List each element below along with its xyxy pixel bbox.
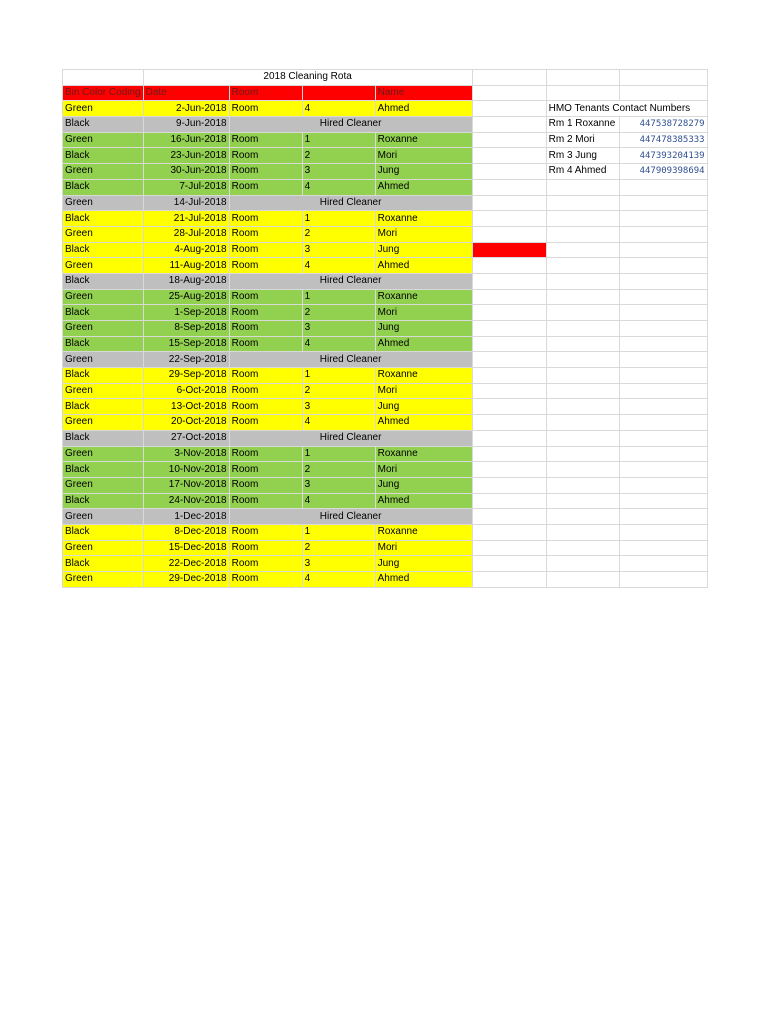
room-number-cell[interactable]: 2 bbox=[302, 226, 375, 242]
room-label-cell[interactable]: Room bbox=[229, 399, 302, 415]
bin-color-cell[interactable]: Green bbox=[63, 321, 144, 337]
tenant-name-cell[interactable]: Jung bbox=[375, 321, 472, 337]
room-number-cell[interactable]: 1 bbox=[302, 524, 375, 540]
bin-color-cell[interactable]: Green bbox=[63, 132, 144, 148]
room-number-cell[interactable]: 4 bbox=[302, 336, 375, 352]
date-cell[interactable]: 27-Oct-2018 bbox=[143, 430, 229, 446]
cell[interactable] bbox=[619, 179, 707, 195]
cell[interactable] bbox=[546, 477, 619, 493]
bin-color-cell[interactable]: Black bbox=[63, 399, 144, 415]
tenant-name-cell[interactable]: Ahmed bbox=[375, 101, 472, 117]
rota-row bbox=[63, 321, 708, 337]
date-cell[interactable]: 8-Dec-2018 bbox=[143, 524, 229, 540]
date-cell[interactable]: 29-Dec-2018 bbox=[143, 572, 229, 588]
hired-cleaner-cell[interactable]: Hired Cleaner bbox=[229, 273, 472, 289]
cell[interactable] bbox=[619, 509, 707, 525]
bin-color-cell[interactable]: Green bbox=[63, 101, 144, 117]
cell[interactable] bbox=[619, 226, 707, 242]
rota-row bbox=[63, 132, 708, 148]
tenant-name-cell[interactable]: Roxanne bbox=[375, 368, 472, 384]
room-number-cell[interactable]: 1 bbox=[302, 289, 375, 305]
cell[interactable] bbox=[619, 368, 707, 384]
bin-color-cell[interactable]: Black bbox=[63, 117, 144, 133]
cell[interactable] bbox=[472, 211, 546, 227]
cell[interactable] bbox=[546, 446, 619, 462]
cell[interactable] bbox=[619, 477, 707, 493]
date-cell[interactable]: 11-Aug-2018 bbox=[143, 258, 229, 274]
bin-color-cell[interactable]: Green bbox=[63, 258, 144, 274]
date-cell[interactable]: 20-Oct-2018 bbox=[143, 415, 229, 431]
rota-row bbox=[63, 289, 708, 305]
contacts-title[interactable]: HMO Tenants Contact Numbers bbox=[546, 101, 707, 117]
cell[interactable] bbox=[546, 430, 619, 446]
rota-row bbox=[63, 430, 708, 446]
cell[interactable] bbox=[619, 336, 707, 352]
room-label-cell[interactable]: Room bbox=[229, 148, 302, 164]
contact-phone[interactable]: 447538728279 bbox=[619, 117, 707, 133]
room-label-cell[interactable]: Room bbox=[229, 164, 302, 180]
bin-color-cell[interactable]: Green bbox=[63, 164, 144, 180]
cell[interactable] bbox=[472, 540, 546, 556]
rota-row bbox=[63, 572, 708, 588]
cell[interactable] bbox=[619, 383, 707, 399]
room-number-cell[interactable]: 1 bbox=[302, 132, 375, 148]
room-label-cell[interactable]: Room bbox=[229, 242, 302, 258]
date-cell[interactable]: 17-Nov-2018 bbox=[143, 477, 229, 493]
cell[interactable] bbox=[546, 305, 619, 321]
cell[interactable] bbox=[546, 336, 619, 352]
room-label-cell[interactable]: Room bbox=[229, 368, 302, 384]
rota-row bbox=[63, 477, 708, 493]
cell[interactable] bbox=[546, 179, 619, 195]
tenant-name-cell[interactable]: Mori bbox=[375, 383, 472, 399]
date-cell[interactable]: 13-Oct-2018 bbox=[143, 399, 229, 415]
bin-color-cell[interactable]: Green bbox=[63, 477, 144, 493]
room-number-cell[interactable]: 3 bbox=[302, 556, 375, 572]
cell[interactable] bbox=[472, 524, 546, 540]
tenant-name-cell[interactable]: Mori bbox=[375, 148, 472, 164]
room-number-cell[interactable]: 3 bbox=[302, 477, 375, 493]
date-cell[interactable]: 29-Sep-2018 bbox=[143, 368, 229, 384]
tenant-name-cell[interactable]: Jung bbox=[375, 164, 472, 180]
room-label-cell[interactable]: Room bbox=[229, 415, 302, 431]
room-number-cell[interactable]: 2 bbox=[302, 383, 375, 399]
rota-row bbox=[63, 179, 708, 195]
tenant-name-cell[interactable]: Mori bbox=[375, 226, 472, 242]
cell[interactable] bbox=[546, 383, 619, 399]
tenant-name-cell[interactable]: Roxanne bbox=[375, 211, 472, 227]
cell[interactable] bbox=[472, 132, 546, 148]
room-label-cell[interactable]: Room bbox=[229, 258, 302, 274]
cell[interactable] bbox=[546, 289, 619, 305]
cell[interactable] bbox=[472, 148, 546, 164]
date-cell[interactable]: 18-Aug-2018 bbox=[143, 273, 229, 289]
cell[interactable] bbox=[546, 321, 619, 337]
cell[interactable] bbox=[619, 415, 707, 431]
cell[interactable] bbox=[619, 540, 707, 556]
rota-row bbox=[63, 305, 708, 321]
room-number-cell[interactable]: 2 bbox=[302, 148, 375, 164]
cell[interactable] bbox=[619, 399, 707, 415]
cell[interactable] bbox=[619, 70, 707, 86]
bin-color-cell[interactable]: Black bbox=[63, 556, 144, 572]
cell[interactable] bbox=[472, 415, 546, 431]
cell[interactable] bbox=[546, 524, 619, 540]
cell[interactable] bbox=[619, 273, 707, 289]
cell[interactable] bbox=[546, 399, 619, 415]
cleaning-rota-table bbox=[62, 69, 708, 588]
date-cell[interactable]: 28-Jul-2018 bbox=[143, 226, 229, 242]
room-number-cell[interactable]: 1 bbox=[302, 368, 375, 384]
sheet-title[interactable]: 2018 Cleaning Rota bbox=[143, 70, 472, 86]
bin-color-cell[interactable]: Black bbox=[63, 430, 144, 446]
date-cell[interactable]: 23-Jun-2018 bbox=[143, 148, 229, 164]
rota-row bbox=[63, 556, 708, 572]
hired-cleaner-cell[interactable]: Hired Cleaner bbox=[229, 352, 472, 368]
room-number-cell[interactable]: 3 bbox=[302, 164, 375, 180]
tenant-name-cell[interactable]: Roxanne bbox=[375, 289, 472, 305]
rota-row bbox=[63, 462, 708, 478]
cell[interactable] bbox=[546, 70, 619, 86]
cell[interactable] bbox=[63, 70, 144, 86]
date-cell[interactable]: 16-Jun-2018 bbox=[143, 132, 229, 148]
cell[interactable] bbox=[546, 368, 619, 384]
cell[interactable] bbox=[619, 572, 707, 588]
bin-color-cell[interactable]: Black bbox=[63, 305, 144, 321]
tenant-name-cell[interactable]: Ahmed bbox=[375, 493, 472, 509]
tenant-name-cell[interactable]: Jung bbox=[375, 242, 472, 258]
tenant-name-cell[interactable]: Ahmed bbox=[375, 336, 472, 352]
rota-row bbox=[63, 509, 708, 525]
room-number-cell[interactable]: 4 bbox=[302, 493, 375, 509]
date-cell[interactable]: 9-Jun-2018 bbox=[143, 117, 229, 133]
room-number-cell[interactable]: 4 bbox=[302, 179, 375, 195]
cell[interactable] bbox=[546, 540, 619, 556]
cell[interactable] bbox=[546, 352, 619, 368]
room-label-cell[interactable]: Room bbox=[229, 446, 302, 462]
contact-label[interactable]: Rm 3 Jung bbox=[546, 148, 619, 164]
cell[interactable] bbox=[472, 352, 546, 368]
date-cell[interactable]: 2-Jun-2018 bbox=[143, 101, 229, 117]
date-cell[interactable]: 3-Nov-2018 bbox=[143, 446, 229, 462]
cell[interactable] bbox=[619, 258, 707, 274]
cell[interactable] bbox=[619, 321, 707, 337]
cell[interactable] bbox=[472, 383, 546, 399]
hired-cleaner-cell[interactable]: Hired Cleaner bbox=[229, 430, 472, 446]
cell[interactable] bbox=[546, 211, 619, 227]
date-cell[interactable]: 15-Sep-2018 bbox=[143, 336, 229, 352]
cell[interactable] bbox=[472, 462, 546, 478]
room-number-cell[interactable]: 4 bbox=[302, 101, 375, 117]
rota-row bbox=[63, 273, 708, 289]
cell[interactable] bbox=[619, 195, 707, 211]
date-cell[interactable]: 14-Jul-2018 bbox=[143, 195, 229, 211]
room-label-cell[interactable]: Room bbox=[229, 462, 302, 478]
cell[interactable] bbox=[472, 430, 546, 446]
room-label-cell[interactable]: Room bbox=[229, 305, 302, 321]
cell[interactable] bbox=[472, 101, 546, 117]
room-label-cell[interactable]: Room bbox=[229, 383, 302, 399]
room-label-cell[interactable]: Room bbox=[229, 572, 302, 588]
contact-label[interactable]: Rm 1 Roxanne bbox=[546, 117, 619, 133]
bin-color-cell[interactable]: Black bbox=[63, 336, 144, 352]
cell[interactable] bbox=[472, 509, 546, 525]
cell[interactable] bbox=[472, 368, 546, 384]
room-number-cell[interactable]: 3 bbox=[302, 399, 375, 415]
header-room-number[interactable] bbox=[302, 85, 375, 101]
cell[interactable] bbox=[619, 493, 707, 509]
bin-color-cell[interactable]: Green bbox=[63, 195, 144, 211]
hired-cleaner-cell[interactable]: Hired Cleaner bbox=[229, 117, 472, 133]
rota-row bbox=[63, 368, 708, 384]
bin-color-cell[interactable]: Green bbox=[63, 446, 144, 462]
header-row bbox=[63, 85, 708, 101]
date-cell[interactable]: 22-Dec-2018 bbox=[143, 556, 229, 572]
rota-row bbox=[63, 383, 708, 399]
rota-row bbox=[63, 148, 708, 164]
cell[interactable] bbox=[619, 524, 707, 540]
date-cell[interactable]: 24-Nov-2018 bbox=[143, 493, 229, 509]
cell[interactable] bbox=[546, 85, 619, 101]
rota-row bbox=[63, 211, 708, 227]
header-date[interactable]: Date bbox=[143, 85, 229, 101]
contact-label[interactable]: Rm 4 Ahmed bbox=[546, 164, 619, 180]
cell[interactable] bbox=[546, 258, 619, 274]
room-label-cell[interactable]: Room bbox=[229, 289, 302, 305]
cell[interactable] bbox=[472, 493, 546, 509]
date-cell[interactable]: 1-Dec-2018 bbox=[143, 509, 229, 525]
rota-row bbox=[63, 524, 708, 540]
date-cell[interactable]: 7-Jul-2018 bbox=[143, 179, 229, 195]
room-label-cell[interactable]: Room bbox=[229, 321, 302, 337]
hired-cleaner-cell[interactable]: Hired Cleaner bbox=[229, 509, 472, 525]
cell[interactable] bbox=[619, 211, 707, 227]
bin-color-cell[interactable]: Green bbox=[63, 540, 144, 556]
rota-row bbox=[63, 195, 708, 211]
contact-label[interactable]: Rm 2 Mori bbox=[546, 132, 619, 148]
date-cell[interactable]: 25-Aug-2018 bbox=[143, 289, 229, 305]
header-bin[interactable]: Bin Color Coding bbox=[63, 85, 144, 101]
cell[interactable] bbox=[619, 242, 707, 258]
bin-color-cell[interactable]: Green bbox=[63, 383, 144, 399]
cell[interactable] bbox=[546, 273, 619, 289]
tenant-name-cell[interactable]: Ahmed bbox=[375, 258, 472, 274]
bin-color-cell[interactable]: Black bbox=[63, 462, 144, 478]
cell[interactable] bbox=[472, 273, 546, 289]
cell[interactable] bbox=[472, 70, 546, 86]
bin-color-cell[interactable]: Black bbox=[63, 368, 144, 384]
room-label-cell[interactable]: Room bbox=[229, 179, 302, 195]
cell[interactable] bbox=[472, 556, 546, 572]
header-name[interactable]: Name bbox=[375, 85, 472, 101]
bin-color-cell[interactable]: Green bbox=[63, 509, 144, 525]
title-row bbox=[63, 70, 708, 86]
tenant-name-cell[interactable]: Jung bbox=[375, 399, 472, 415]
room-number-cell[interactable]: 3 bbox=[302, 242, 375, 258]
bin-color-cell[interactable]: Black bbox=[63, 273, 144, 289]
tenant-name-cell[interactable]: Roxanne bbox=[375, 524, 472, 540]
rota-row bbox=[63, 164, 708, 180]
header-room[interactable]: Room bbox=[229, 85, 302, 101]
room-number-cell[interactable]: 4 bbox=[302, 415, 375, 431]
date-cell[interactable]: 10-Nov-2018 bbox=[143, 462, 229, 478]
tenant-name-cell[interactable]: Mori bbox=[375, 305, 472, 321]
cell[interactable] bbox=[546, 509, 619, 525]
cell[interactable] bbox=[619, 446, 707, 462]
cell[interactable] bbox=[472, 399, 546, 415]
bin-color-cell[interactable]: Black bbox=[63, 211, 144, 227]
cell[interactable] bbox=[619, 352, 707, 368]
bin-color-cell[interactable]: Black bbox=[63, 493, 144, 509]
room-number-cell[interactable]: 2 bbox=[302, 305, 375, 321]
rota-row bbox=[63, 226, 708, 242]
room-label-cell[interactable]: Room bbox=[229, 211, 302, 227]
tenant-name-cell[interactable]: Ahmed bbox=[375, 572, 472, 588]
room-label-cell[interactable]: Room bbox=[229, 524, 302, 540]
cell[interactable] bbox=[546, 226, 619, 242]
tenant-name-cell[interactable]: Jung bbox=[375, 477, 472, 493]
tenant-name-cell[interactable]: Ahmed bbox=[375, 179, 472, 195]
cell[interactable] bbox=[472, 195, 546, 211]
bin-color-cell[interactable]: Green bbox=[63, 572, 144, 588]
room-label-cell[interactable]: Room bbox=[229, 493, 302, 509]
date-cell[interactable]: 21-Jul-2018 bbox=[143, 211, 229, 227]
cell[interactable] bbox=[472, 179, 546, 195]
date-cell[interactable]: 30-Jun-2018 bbox=[143, 164, 229, 180]
cell[interactable] bbox=[546, 493, 619, 509]
date-cell[interactable]: 15-Dec-2018 bbox=[143, 540, 229, 556]
cell[interactable] bbox=[619, 85, 707, 101]
contact-phone[interactable]: 447478385333 bbox=[619, 132, 707, 148]
bin-color-cell[interactable]: Black bbox=[63, 524, 144, 540]
rota-row bbox=[63, 399, 708, 415]
rota-row bbox=[63, 540, 708, 556]
room-number-cell[interactable]: 3 bbox=[302, 321, 375, 337]
bin-color-cell[interactable]: Green bbox=[63, 415, 144, 431]
contact-phone[interactable]: 447393204139 bbox=[619, 148, 707, 164]
cell[interactable] bbox=[472, 289, 546, 305]
cell[interactable] bbox=[472, 85, 546, 101]
rota-row bbox=[63, 352, 708, 368]
cell[interactable] bbox=[619, 462, 707, 478]
cell[interactable] bbox=[619, 305, 707, 321]
room-label-cell[interactable]: Room bbox=[229, 101, 302, 117]
rota-row bbox=[63, 258, 708, 274]
rota-row bbox=[63, 336, 708, 352]
room-label-cell[interactable]: Room bbox=[229, 477, 302, 493]
cell[interactable] bbox=[472, 336, 546, 352]
contact-phone[interactable]: 447909398694 bbox=[619, 164, 707, 180]
cell[interactable] bbox=[546, 195, 619, 211]
cell[interactable] bbox=[472, 477, 546, 493]
cell[interactable] bbox=[619, 556, 707, 572]
room-number-cell[interactable]: 1 bbox=[302, 211, 375, 227]
rota-row bbox=[63, 446, 708, 462]
tenant-name-cell[interactable]: Mori bbox=[375, 462, 472, 478]
room-number-cell[interactable]: 2 bbox=[302, 462, 375, 478]
cell[interactable] bbox=[472, 117, 546, 133]
cell[interactable] bbox=[472, 226, 546, 242]
bin-color-cell[interactable]: Green bbox=[63, 226, 144, 242]
room-label-cell[interactable]: Room bbox=[229, 336, 302, 352]
room-number-cell[interactable]: 4 bbox=[302, 572, 375, 588]
date-cell[interactable]: 1-Sep-2018 bbox=[143, 305, 229, 321]
cell[interactable] bbox=[472, 572, 546, 588]
rota-row bbox=[63, 117, 708, 133]
cell[interactable] bbox=[546, 572, 619, 588]
room-label-cell[interactable]: Room bbox=[229, 226, 302, 242]
cell[interactable] bbox=[546, 415, 619, 431]
hired-cleaner-cell[interactable]: Hired Cleaner bbox=[229, 195, 472, 211]
room-number-cell[interactable]: 2 bbox=[302, 540, 375, 556]
highlighted-red-cell[interactable] bbox=[472, 242, 546, 258]
rota-row bbox=[63, 242, 708, 258]
date-cell[interactable]: 4-Aug-2018 bbox=[143, 242, 229, 258]
cell[interactable] bbox=[619, 289, 707, 305]
bin-color-cell[interactable]: Green bbox=[63, 352, 144, 368]
room-number-cell[interactable]: 1 bbox=[302, 446, 375, 462]
tenant-name-cell[interactable]: Ahmed bbox=[375, 415, 472, 431]
cell[interactable] bbox=[546, 462, 619, 478]
tenant-name-cell[interactable]: Jung bbox=[375, 556, 472, 572]
date-cell[interactable]: 6-Oct-2018 bbox=[143, 383, 229, 399]
rota-row bbox=[63, 415, 708, 431]
bin-color-cell[interactable]: Green bbox=[63, 289, 144, 305]
date-cell[interactable]: 22-Sep-2018 bbox=[143, 352, 229, 368]
rota-row bbox=[63, 101, 708, 117]
cell[interactable] bbox=[472, 258, 546, 274]
cell[interactable] bbox=[546, 242, 619, 258]
cell[interactable] bbox=[472, 446, 546, 462]
bin-color-cell[interactable]: Black bbox=[63, 242, 144, 258]
tenant-name-cell[interactable]: Roxanne bbox=[375, 132, 472, 148]
cell[interactable] bbox=[472, 305, 546, 321]
room-label-cell[interactable]: Room bbox=[229, 132, 302, 148]
bin-color-cell[interactable]: Black bbox=[63, 148, 144, 164]
date-cell[interactable]: 8-Sep-2018 bbox=[143, 321, 229, 337]
room-label-cell[interactable]: Room bbox=[229, 540, 302, 556]
cell[interactable] bbox=[546, 556, 619, 572]
tenant-name-cell[interactable]: Mori bbox=[375, 540, 472, 556]
room-label-cell[interactable]: Room bbox=[229, 556, 302, 572]
bin-color-cell[interactable]: Black bbox=[63, 179, 144, 195]
room-number-cell[interactable]: 4 bbox=[302, 258, 375, 274]
tenant-name-cell[interactable]: Roxanne bbox=[375, 446, 472, 462]
cell[interactable] bbox=[472, 321, 546, 337]
rota-row bbox=[63, 493, 708, 509]
cell[interactable] bbox=[472, 164, 546, 180]
cell[interactable] bbox=[619, 430, 707, 446]
